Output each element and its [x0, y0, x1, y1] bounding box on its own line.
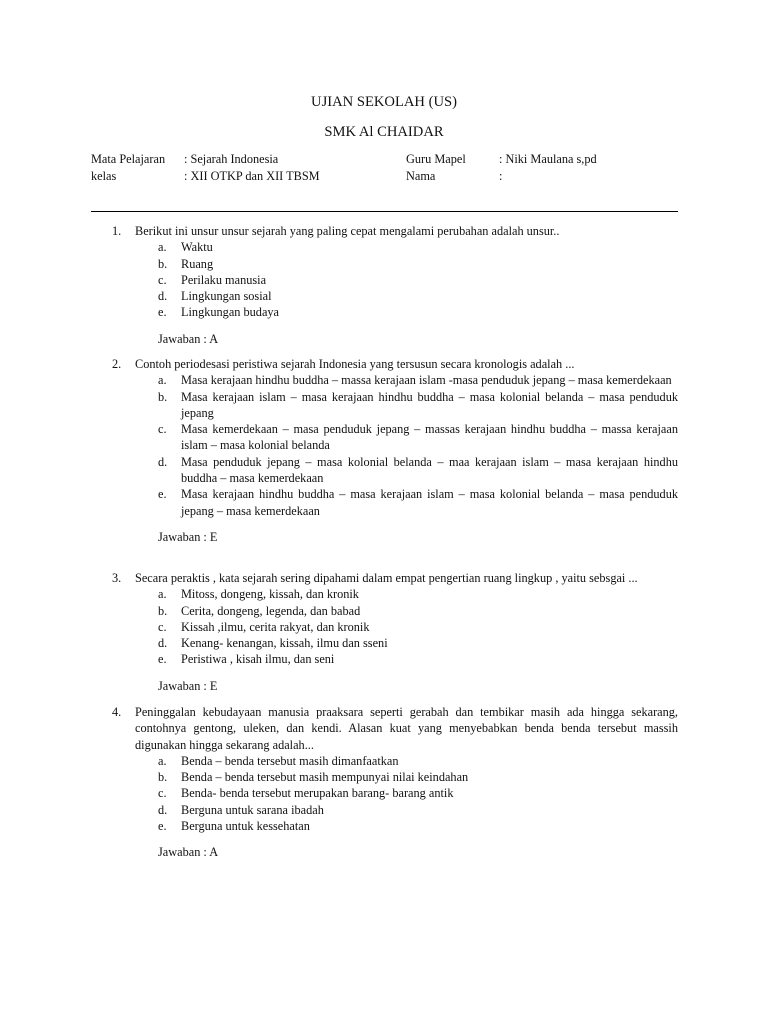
option-e [91, 651, 678, 667]
nama-value: : [499, 169, 503, 183]
option-e [91, 818, 678, 834]
option-letter: e. [158, 305, 167, 320]
option-list [91, 586, 678, 667]
option-text: Benda- benda tersebut merupakan barang- barang antik [181, 786, 454, 801]
option-text: Waktu [181, 240, 213, 255]
option-text: Ruang [181, 256, 214, 271]
school-name: SMK Al CHAIDAR [324, 124, 444, 140]
question-number: 2. [112, 357, 122, 371]
option-letter: c. [158, 272, 167, 287]
option-a [91, 372, 678, 388]
question-4 [91, 704, 678, 861]
option-a [91, 239, 678, 255]
option-text: Masa kemerdekaan – masa penduduk jepang – massas kerajaan hindhu buddha – massa kerajaan islam – masa kolonial belanda [181, 422, 678, 453]
answer-key: Jawaban : E [158, 529, 218, 544]
nama-label: Nama [406, 169, 436, 183]
question-number: 3. [112, 571, 122, 585]
option-c [91, 421, 678, 454]
question-2 [91, 356, 678, 545]
question-text-row [91, 704, 678, 753]
option-letter: a. [158, 587, 167, 602]
option-letter: d. [158, 636, 168, 651]
option-letter: d. [158, 289, 168, 304]
option-b [91, 603, 678, 619]
option-letter: a. [158, 753, 167, 768]
option-list [91, 753, 678, 834]
option-letter: c. [158, 422, 167, 437]
answer-key: Jawaban : A [158, 331, 219, 346]
question-text: Peninggalan kebudayaan manusia praaksara seperti gerabah dan tembikar masih ada hingga sekarang, contohnya gentong, uleken, dan kendi. Alasan kuat yang menyebabkan benda benda tersebut massih digunakan hingga sekarang adalah... [135, 705, 678, 752]
option-text: Berguna untuk kessehatan [181, 819, 310, 834]
option-a [91, 586, 678, 602]
question-text: Secara peraktis , kata sejarah sering dipahami dalam empat pengertian ruang lingkup , yaitu sebsgai ... [135, 571, 638, 585]
question-text-row [91, 570, 678, 586]
option-text: Berguna untuk sarana ibadah [181, 802, 324, 817]
option-letter: e. [158, 652, 167, 667]
option-text: Masa kerajaan hindhu buddha – massa kerajaan islam -masa penduduk jepang – masa kemerdekaan [181, 373, 672, 388]
mapel-label: Mata Pelajaran [91, 152, 166, 166]
question-text: Berikut ini unsur unsur sejarah yang paling cepat mengalami perubahan adalah unsur.. [135, 224, 560, 238]
option-b [91, 389, 678, 422]
option-c [91, 619, 678, 635]
option-letter: d. [158, 802, 168, 817]
option-text: Masa penduduk jepang – masa kolonial belanda – maa kerajaan islam – masa kerajaan hindhu buddha – masa kemerdekaan [181, 454, 678, 486]
option-d [91, 635, 678, 651]
option-text: Benda – benda tersebut masih mempunyai nilai keindahan [181, 770, 469, 785]
option-list [91, 372, 678, 519]
option-c [91, 272, 678, 288]
option-d [91, 288, 678, 304]
option-text: Kissah ,ilmu, cerita rakyat, dan kronik [181, 619, 370, 634]
option-b [91, 769, 678, 785]
option-e [91, 304, 678, 320]
question-text: Contoh periodesasi peristiwa sejarah Indonesia yang tersusun secara kronologis adalah ... [135, 357, 575, 371]
question-number: 1. [112, 224, 122, 238]
option-text: Mitoss, dongeng, kissah, dan kronik [181, 587, 359, 602]
option-text: Benda – benda tersebut masih dimanfaatkan [181, 753, 399, 768]
option-letter: b. [158, 389, 168, 404]
option-a [91, 753, 678, 769]
option-letter: a. [158, 240, 167, 255]
option-text: Peristiwa , kisah ilmu, dan seni [181, 652, 335, 667]
header-divider [91, 211, 678, 212]
option-c [91, 785, 678, 801]
option-text: Kenang- kenangan, kissah, ilmu dan sseni [181, 636, 388, 651]
option-e [91, 486, 678, 519]
option-letter: b. [158, 256, 168, 271]
option-list [91, 239, 678, 320]
question-3 [91, 570, 678, 694]
exam-title: UJIAN SEKOLAH (US) [311, 94, 457, 110]
option-text: Lingkungan budaya [181, 305, 280, 320]
kelas-label: kelas [91, 169, 117, 183]
option-b [91, 256, 678, 272]
answer-key: Jawaban : A [158, 845, 219, 860]
question-text-row [91, 356, 678, 372]
guru-label: Guru Mapel [406, 152, 466, 166]
answer-key: Jawaban : E [158, 678, 218, 693]
option-letter: e. [158, 819, 167, 834]
guru-value: : Niki Maulana s,pd [499, 152, 597, 166]
option-text: Cerita, dongeng, legenda, dan babad [181, 603, 361, 618]
kelas-value: : XII OTKP dan XII TBSM [184, 169, 320, 183]
question-1 [91, 223, 678, 347]
option-letter: c. [158, 619, 167, 634]
option-letter: c. [158, 786, 167, 801]
option-letter: b. [158, 770, 168, 785]
option-letter: b. [158, 603, 168, 618]
option-text: Masa kerajaan islam – masa kerajaan hindhu buddha – masa kolonial belanda – masa penduduk jepang [181, 389, 678, 420]
mapel-value: : Sejarah Indonesia [184, 152, 279, 166]
option-text: Masa kerajaan hindhu buddha – masa kerajaan islam – masa kolonial belanda – masa penduduk jepang – masa kemerdekaan [181, 487, 678, 518]
option-d [91, 454, 678, 487]
option-text: Lingkungan sosial [181, 289, 272, 304]
question-number: 4. [112, 705, 122, 719]
option-text: Perilaku manusia [181, 272, 267, 287]
question-text-row [91, 223, 678, 239]
option-letter: d. [158, 454, 168, 469]
option-letter: e. [158, 487, 167, 502]
option-d [91, 802, 678, 818]
option-letter: a. [158, 373, 167, 388]
